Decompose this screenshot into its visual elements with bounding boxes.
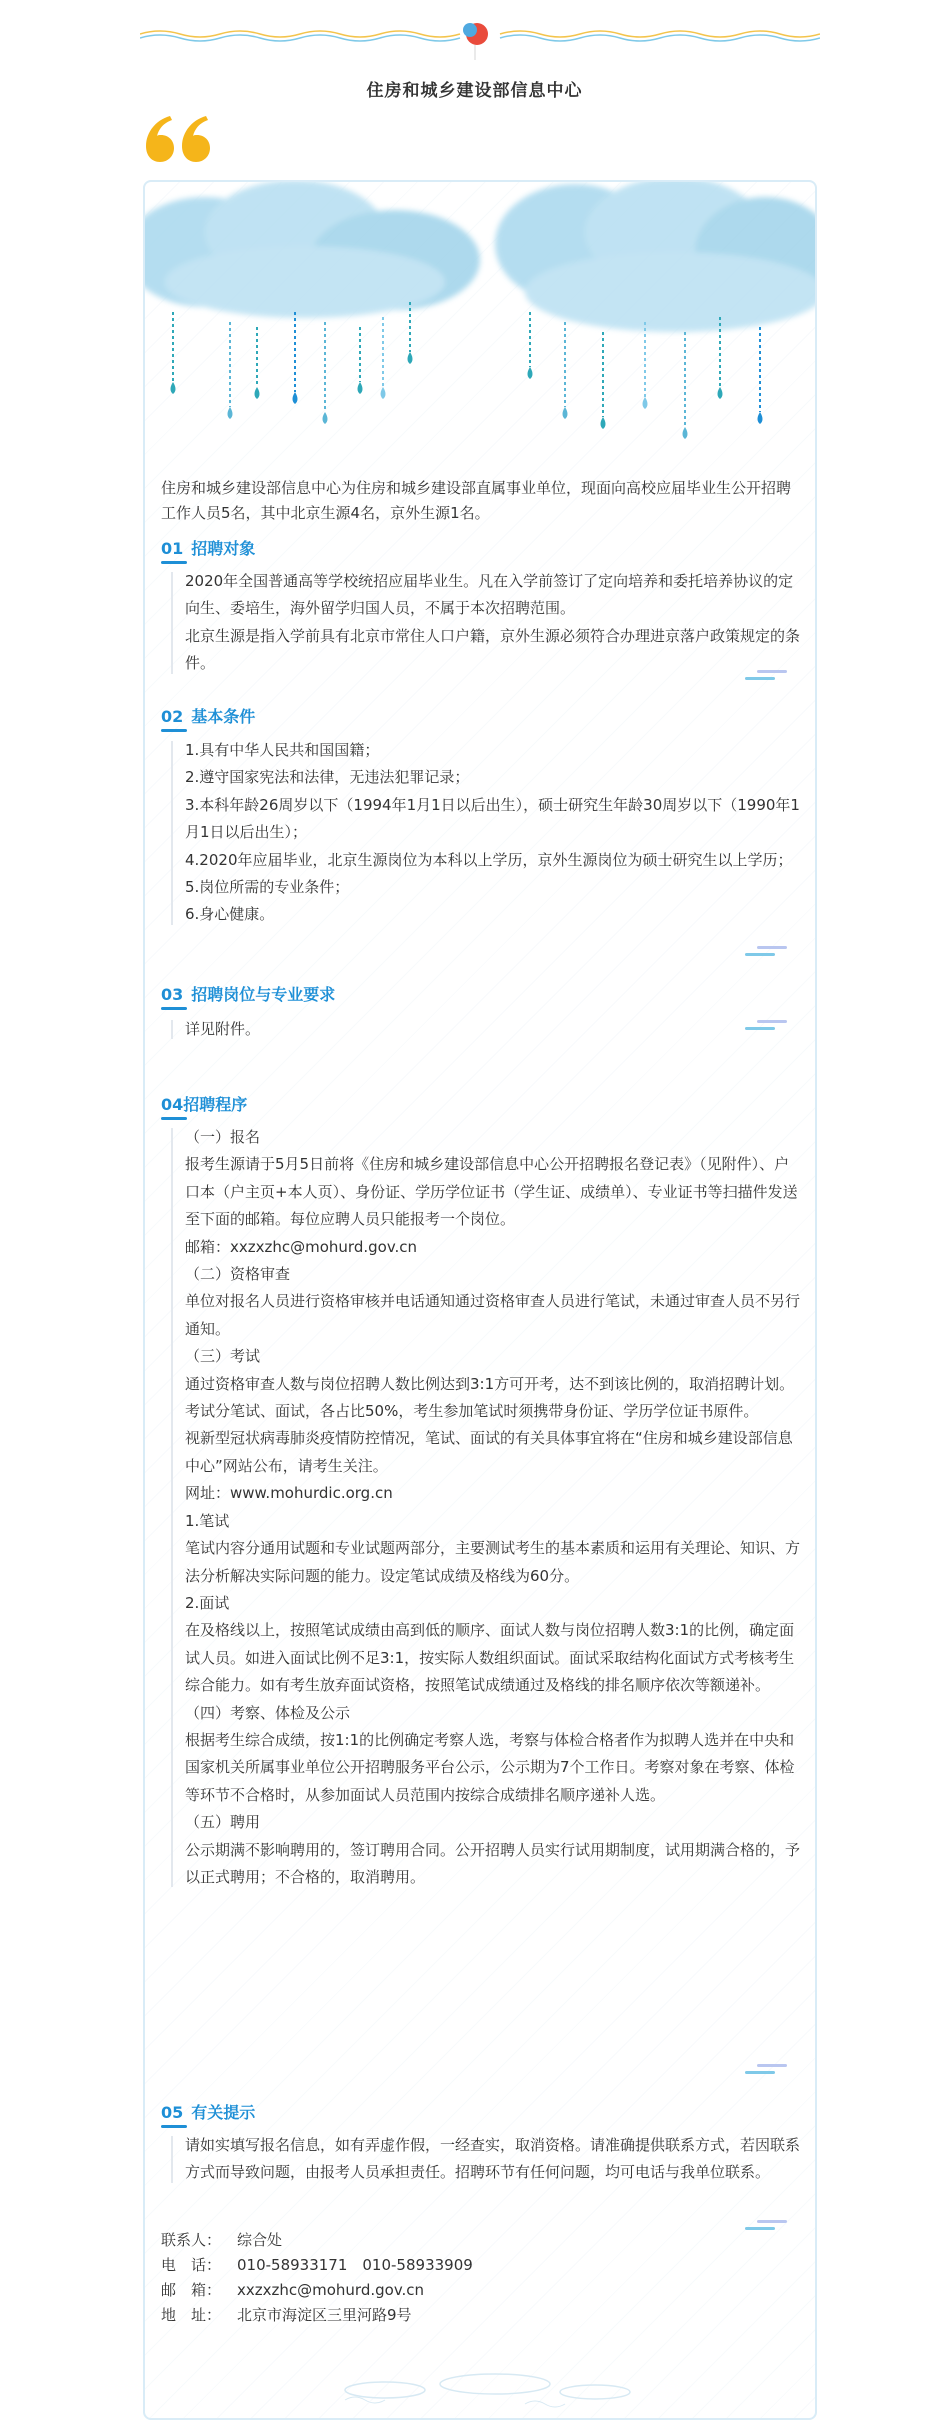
paragraph: （五）聘用 <box>185 1813 261 1832</box>
section-end-decoration <box>745 2062 789 2078</box>
section-title-text: 招聘对象 <box>191 539 256 558</box>
section-end-decoration <box>745 1018 789 1034</box>
contact-row <box>161 2278 473 2303</box>
paragraph: 视新型冠状病毒肺炎疫情防控情况，笔试、面试的有关具体事宜将在“住房和城乡建设部信息中心”网站公布，请考生关注。 <box>185 1429 793 1475</box>
section-body-05 <box>185 2132 801 2187</box>
header-decoration <box>140 20 820 64</box>
section-title-text: 基本条件 <box>191 707 256 726</box>
paragraph: 报考生源请于5月5日前将《住房和城乡建设部信息中心公开招聘报名登记表》（见附件）、户口本（户主页+本人页）、身份证、学历学位证书（学生证、成绩单）、专业证书等扫描件发送至下面的邮箱。每位应聘人员只能报考一个岗位。 <box>185 1155 798 1229</box>
section-body-01 <box>185 568 801 678</box>
section-title-04 <box>161 1092 247 1115</box>
paragraph: 北京生源是指入学前具有北京市常住人口户籍，京外生源必须符合办理进京落户政策规定的条件。 <box>185 626 801 673</box>
email-line: 邮箱：xxzxzhc@mohurd.gov.cn <box>185 1237 418 1256</box>
section-end-decoration <box>745 2218 789 2234</box>
paragraph: 考试分笔试、面试，各占比50%，考生参加笔试时须携带身份证、学历学位证书原件。 <box>185 1402 759 1421</box>
intro-paragraph: 住房和城乡建设部信息中心为住房和城乡建设部直属事业单位，现面向高校应届毕业生公开招聘工作人员5名，其中北京生源4名，京外生源1名。 <box>161 479 792 522</box>
paragraph: 笔试内容分通用试题和专业试题两部分，主要测试考生的基本素质和运用有关理论、知识、方法分析解决实际问题的能力。设定笔试成绩及格线为60分。 <box>185 1539 801 1585</box>
contact-label: 地 址： <box>161 2306 222 2324</box>
paragraph: 请如实填写报名信息，如有弄虚作假，一经查实，取消资格。请准确提供联系方式，若因联系方式而导致问题，由报考人员承担责任。招聘环节有任何问题，均可电话与我单位联系。 <box>185 2136 801 2182</box>
section-border <box>171 572 173 674</box>
paragraph: 详见附件。 <box>185 1020 261 1038</box>
website-line: 网址：www.mohurdic.org.cn <box>185 1484 393 1503</box>
section-end-decoration <box>745 668 789 684</box>
section-title-03 <box>161 982 335 1005</box>
section-border <box>171 1020 173 1039</box>
section-number: 01 <box>161 539 184 558</box>
rain-cloud-illustration <box>145 182 815 482</box>
section-end-decoration <box>745 944 789 960</box>
section-number: 03 <box>161 985 184 1004</box>
paragraph: 1.具有中华人民共和国国籍； <box>185 741 380 759</box>
contact-row <box>161 2253 473 2278</box>
section-title-text: 招聘岗位与专业要求 <box>191 985 336 1004</box>
paragraph: （一）报名 <box>185 1128 261 1146</box>
page-title: 住房和城乡建设部信息中心 <box>366 81 583 101</box>
paragraph: 通过资格审查人数与岗位招聘人数比例达到3:1方可开考，达不到该比例的，取消招聘计划。 <box>185 1374 795 1393</box>
section-border <box>171 2136 173 2183</box>
section-border <box>171 1128 173 1887</box>
paragraph: 4.2020年应届毕业，北京生源岗位为本科以上学历，京外生源岗位为硕士研究生以上学历； <box>185 850 793 869</box>
section-title-text: 招聘程序 <box>183 1095 248 1114</box>
section-body-04 <box>185 1124 801 1891</box>
paragraph: （四）考察、体检及公示 <box>185 1703 351 1722</box>
section-title-05 <box>161 2100 255 2123</box>
contact-label: 联系人： <box>161 2231 222 2249</box>
contact-label: 邮 箱： <box>161 2281 222 2299</box>
section-number: 02 <box>161 707 184 726</box>
paragraph: 公示期满不影响聘用的，签订聘用合同。公开招聘人员实行试用期制度，试用期满合格的，予以正式聘用；不合格的，取消聘用。 <box>185 1840 801 1886</box>
paragraph: 根据考生综合成绩，按1:1的比例确定考察人选，考察与体检合格者作为拟聘人选并在中央和国家机关所属事业单位公开招聘服务平台公示，公示期为7个工作日。考察对象在考察、体检等环节不合格时，从参加面试人员范围内按综合成绩排名顺序递补人选。 <box>185 1730 795 1804</box>
quote-icon <box>140 110 212 166</box>
paragraph: 5.岗位所需的专业条件； <box>185 878 350 897</box>
paragraph: （三）考试 <box>185 1347 261 1366</box>
paragraph: 3.本科年龄26周岁以下（1994年1月1日以后出生），硕士研究生年龄30周岁以下（1990年1月1日以后出生）； <box>185 795 800 842</box>
contact-phone: 010-58933171 010-58933909 <box>237 2256 473 2274</box>
contact-value: 综合处 <box>237 2231 283 2249</box>
contact-info <box>161 2228 473 2328</box>
section-number: 04 <box>161 1095 184 1114</box>
contact-row <box>161 2228 473 2253</box>
section-title-02 <box>161 704 255 727</box>
paragraph: 1.笔试 <box>185 1511 230 1530</box>
paragraph: 2.遵守国家宪法和法律，无违法犯罪记录； <box>185 768 470 787</box>
contact-email: xxzxzhc@mohurd.gov.cn <box>237 2281 425 2299</box>
paragraph: 6.身心健康。 <box>185 905 275 924</box>
contact-label: 电 话： <box>161 2256 222 2274</box>
content-card <box>143 180 817 2420</box>
paragraph: 2020年全国普通高等学校统招应届毕业生。凡在入学前签订了定向培养和委托培养协议的定向生、委培生，海外留学归国人员，不属于本次招聘范围。 <box>185 572 794 618</box>
section-title-01 <box>161 536 255 559</box>
paragraph: （二）资格审查 <box>185 1265 291 1284</box>
paragraph: 2.面试 <box>185 1593 230 1612</box>
contact-address: 北京市海淀区三里河路9号 <box>237 2306 412 2324</box>
section-body-02 <box>185 737 801 929</box>
section-body-03 <box>185 1016 801 1043</box>
contact-row <box>161 2303 473 2328</box>
paragraph: 在及格线以上，按照笔试成绩由高到低的顺序、面试人数与岗位招聘人数3:1的比例，确定面试人员。如进入面试比例不足3:1，按实际人数组织面试。面试采取结构化面试方式考核考生综合能力。如有考生放弃面试资格，按照笔试成绩通过及格线的排名顺序依次等额递补。 <box>185 1621 795 1695</box>
section-number: 05 <box>161 2103 184 2122</box>
section-border <box>171 741 173 925</box>
puddle-decoration <box>325 2360 645 2410</box>
section-title-text: 有关提示 <box>191 2103 256 2122</box>
paragraph: 单位对报名人员进行资格审核并电话通知通过资格审查人员进行笔试，未通过审查人员不另行通知。 <box>185 1292 801 1338</box>
